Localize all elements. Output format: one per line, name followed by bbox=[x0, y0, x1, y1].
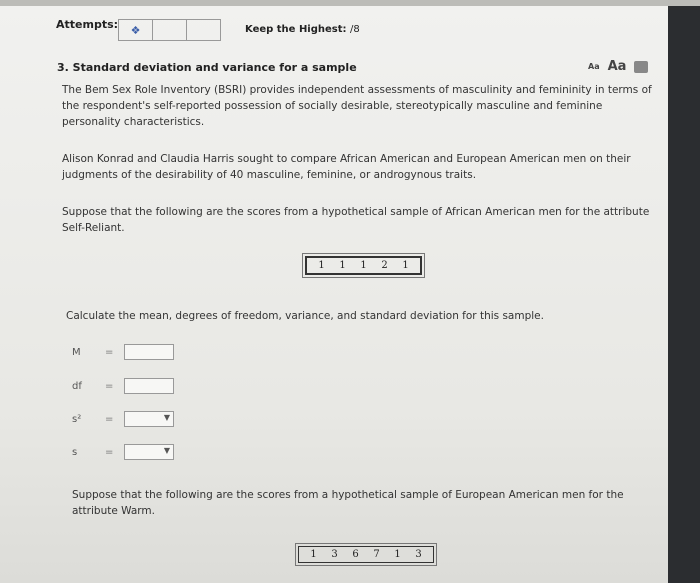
equals: = bbox=[105, 347, 114, 358]
mean-input[interactable] bbox=[124, 344, 174, 360]
df-label: df bbox=[72, 381, 82, 392]
score: 3 bbox=[415, 549, 422, 560]
score: 3 bbox=[331, 549, 338, 560]
attempts-boxes bbox=[118, 19, 221, 41]
sd-label: s bbox=[72, 447, 78, 458]
score: 2 bbox=[381, 260, 388, 271]
df-row bbox=[72, 381, 114, 392]
keep-highest bbox=[245, 24, 360, 35]
variance-row bbox=[72, 414, 114, 425]
keep-label: Keep the Highest: bbox=[245, 24, 347, 35]
question-title: 3. Standard deviation and variance for a sample bbox=[57, 61, 357, 74]
question-tools bbox=[588, 59, 648, 74]
paragraph-sample1: Suppose that the following are the scores from a hypothetical sample of African American men for the attribute Self-Reliant. bbox=[62, 206, 650, 234]
mean-row bbox=[72, 347, 114, 358]
scores-table-1 bbox=[302, 253, 425, 278]
score: 1 bbox=[318, 260, 325, 271]
equals: = bbox=[105, 381, 114, 392]
font-large-button[interactable]: Aa bbox=[607, 59, 627, 74]
paragraph-instructions: Calculate the mean, degrees of freedom, variance, and standard deviation for this sample. bbox=[66, 310, 544, 322]
equals: = bbox=[105, 414, 114, 425]
score: 6 bbox=[352, 549, 359, 560]
score: 7 bbox=[373, 549, 380, 560]
scores-table-2 bbox=[295, 543, 437, 566]
font-small-button[interactable]: Aa bbox=[588, 62, 600, 71]
keep-value: /8 bbox=[350, 24, 360, 35]
paragraph-sample2: Suppose that the following are the scores from a hypothetical sample of European American men for the attribute Warm. bbox=[72, 489, 624, 517]
variance-dropdown[interactable] bbox=[124, 411, 174, 427]
variance-label: s² bbox=[72, 414, 82, 425]
paragraph-bsri: The Bem Sex Role Inventory (BSRI) provides independent assessments of masculinity and femininity in terms of the respondent's self-reported possession of socially desirable, stereotypically masculine and feminine personality characteristics. bbox=[62, 84, 652, 128]
df-input[interactable] bbox=[124, 378, 174, 394]
question-page bbox=[0, 6, 668, 583]
score: 1 bbox=[360, 260, 367, 271]
diamond-dots-icon: ❖ bbox=[119, 20, 153, 40]
sd-row bbox=[72, 447, 114, 458]
attempt-box bbox=[187, 20, 220, 40]
attempts-label: Attempts: bbox=[56, 18, 119, 31]
paragraph-study: Alison Konrad and Claudia Harris sought to compare African American and European American men on their judgments of the desirability of 40 masculine, feminine, or androgynous traits. bbox=[62, 153, 631, 181]
attempt-box bbox=[153, 20, 187, 40]
printer-icon[interactable] bbox=[634, 61, 648, 73]
score: 1 bbox=[402, 260, 409, 271]
score: 1 bbox=[394, 549, 401, 560]
sd-dropdown[interactable] bbox=[124, 444, 174, 460]
score: 1 bbox=[339, 260, 346, 271]
score: 1 bbox=[310, 549, 317, 560]
mean-label: M bbox=[72, 347, 81, 358]
equals: = bbox=[105, 447, 114, 458]
